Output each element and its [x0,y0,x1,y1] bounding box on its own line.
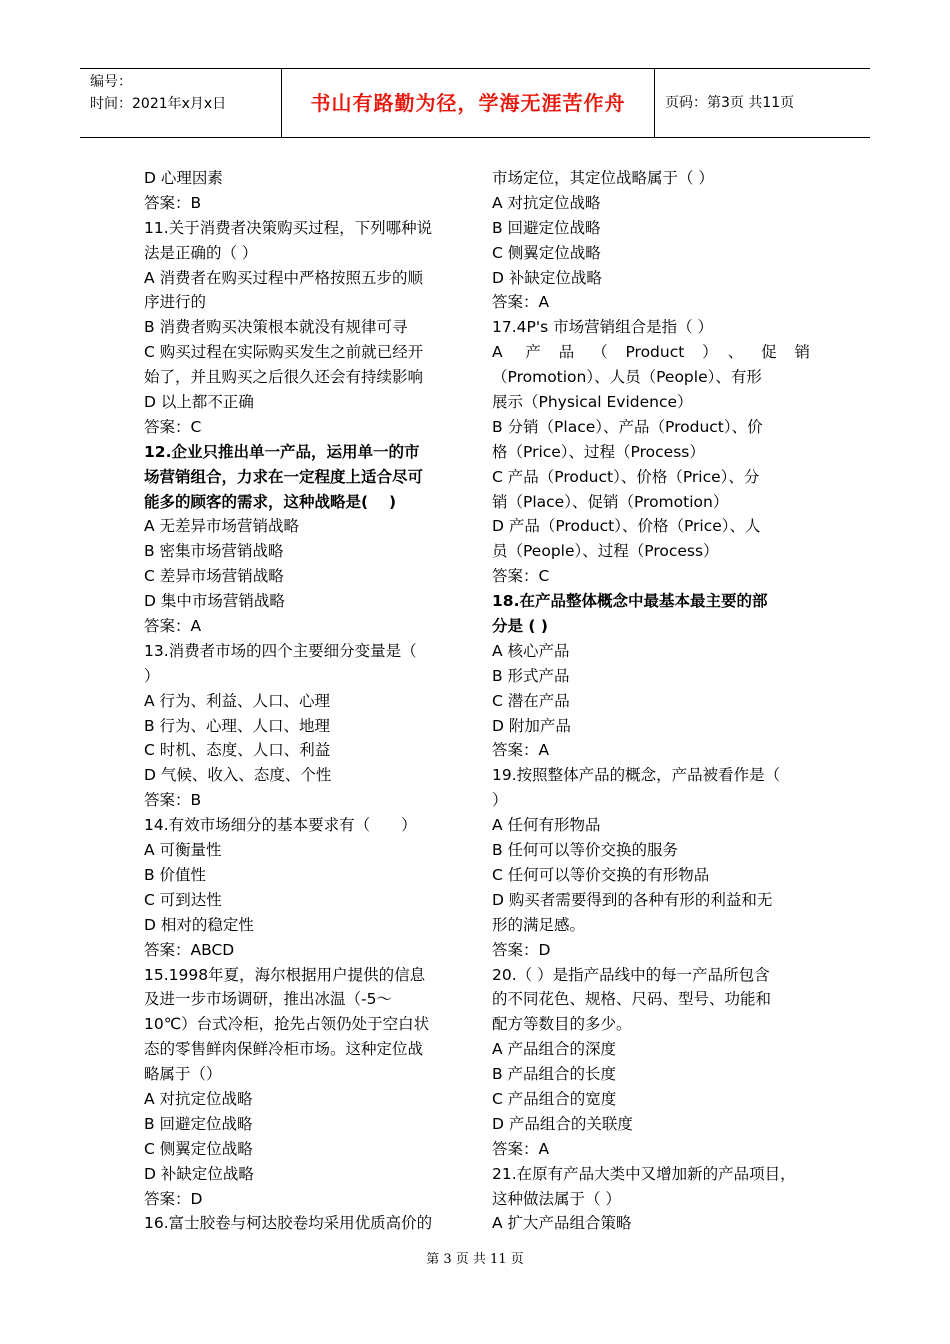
question-line: 21.在原有产品大类中又增加新的产品项目， [492,1164,796,1183]
answer-line: 答案：B [144,791,202,810]
option-line: D 气候、收入、态度、个性 [144,766,332,785]
question-line: 20.（ ）是指产品线中的每一产品所包含 [492,965,770,984]
option-line: A 可衡量性 [144,841,222,860]
question-line: 及进一步市场调研，推出冰温（-5～ [144,990,392,1009]
option-line: B 任何可以等价交换的服务 [492,841,679,860]
right-column [492,166,810,1236]
option-line: D 附加产品 [492,716,571,735]
option-line: D 补缺定位战略 [144,1164,254,1183]
option-line: （Promotion）、人员（People）、有形 [492,368,762,387]
option-line: C 潜在产品 [492,691,570,710]
option-line: 员（People）、过程（Process） [492,542,719,561]
question-line: 场营销组合，力求在一定程度上适合尽可 [144,467,424,486]
question-line: 态的零售鲜肉保鲜冷柜市场。这种定位战 [144,1040,424,1059]
question-line: 18.在产品整体概念中最基本最主要的部 [492,592,768,611]
option-line: 格（Price）、过程（Process） [492,442,705,461]
left-column [144,166,462,1236]
option-line: 序进行的 [144,293,207,312]
option-line: A 任何有形物品 [492,816,601,835]
option-line: 展示（Physical Evidence） [492,393,693,412]
option-line: D 产品组合的关联度 [492,1114,633,1133]
option-line: C 差异市场营销战略 [144,567,284,586]
option-line: 始了，并且购买之后很久还会有持续影响 [144,368,424,387]
option-line: D 产品（Product）、价格（Price）、人 [492,517,761,536]
option-line: 形的满足感。 [492,915,586,934]
answer-line: 答案：B [144,193,202,212]
option-line: B 形式产品 [492,666,570,685]
option-line: A 扩大产品组合策略 [492,1214,632,1233]
question-line: 15.1998年夏，海尔根据用户提供的信息 [144,965,426,984]
question-line: 的不同花色、规格、尺码、型号、功能和 [492,990,772,1009]
option-line: C 侧翼定位战略 [144,1139,253,1158]
option-line: C 产品（Product）、价格（Price）、分 [492,467,760,486]
option-line: A 产品（Product）、促销 [492,343,810,362]
question-line: 14.有效市场细分的基本要求有（ ） [144,816,417,835]
answer-line: 答案：A [492,1139,550,1158]
question-line: 能多的顾客的需求，这种战略是( ) [144,492,397,511]
question-line: 法是正确的（ ） [144,243,258,262]
option-line: B 密集市场营销战略 [144,542,284,561]
question-line: ） [144,666,160,685]
answer-line: 答案：A [492,293,550,312]
question-line: 13.消费者市场的四个主要细分变量是（ [144,641,417,660]
question-line: 19.按照整体产品的概念，产品被看作是（ [492,766,781,785]
answer-line: 答案：D [492,940,551,959]
question-line: 12.企业只推出单一产品，运用单一的市 [144,442,420,461]
option-line: 销（Place）、促销（Promotion） [492,492,729,511]
answer-line: 答案：C [492,567,550,586]
question-line: ） [492,791,508,810]
question-line: 市场定位，其定位战略属于（ ） [492,169,714,187]
option-line: A 对抗定位战略 [492,193,601,212]
option-line: B 价值性 [144,865,207,884]
answer-line: 答案：ABCD [144,940,235,959]
option-line: A 消费者在购买过程中严格按照五步的顺 [144,268,424,287]
option-line: C 时机、态度、人口、利益 [144,741,331,760]
question-line: 这种做法属于（ ） [492,1189,621,1208]
option-line: B 回避定位战略 [144,1114,253,1133]
option-line: A 对抗定位战略 [144,1089,253,1108]
option-line: B 产品组合的长度 [492,1065,617,1084]
option-line: C 侧翼定位战略 [492,243,601,262]
option-line: B 消费者购买决策根本就没有规律可寻 [144,318,408,337]
option-line: D 补缺定位战略 [492,268,602,287]
question-line: 10℃）台式冷柜，抢先占领仍处于空白状 [144,1015,430,1034]
question-line: 16.富士胶卷与柯达胶卷均采用优质高价的 [144,1214,433,1233]
text-line: D 心理因素 [144,169,223,187]
document-date: 时间：2021年x月x日 [90,96,227,112]
option-line: C 购买过程在实际购买发生之前就已经开 [144,343,424,362]
answer-line: 答案：D [144,1189,203,1208]
answer-line: 答案：A [492,741,550,760]
answer-line: 答案：A [144,617,202,636]
page-header [80,68,870,138]
option-line: C 可到达性 [144,890,222,909]
header-meta [80,69,282,137]
option-line: A 核心产品 [492,641,570,660]
option-line: D 相对的稳定性 [144,915,254,934]
option-line: D 以上都不正确 [144,393,254,412]
option-line: A 无差异市场营销战略 [144,517,300,536]
header-page-info: 页码：第3页 共11页 [665,95,795,111]
option-line: B 分销（Place）、产品（Product）、价 [492,417,763,436]
question-line: 略属于（） [144,1065,222,1084]
option-line: A 行为、利益、人口、心理 [144,691,331,710]
option-line: C 任何可以等价交换的有形物品 [492,865,710,884]
option-line: A 产品组合的深度 [492,1040,617,1059]
option-line: D 购买者需要得到的各种有形的利益和无 [492,890,773,909]
document-number-label: 编号： [90,74,132,90]
option-line: C 产品组合的宽度 [492,1089,617,1108]
page-footer: 第 3 页 共 11 页 [426,1252,524,1267]
option-line: B 回避定位战略 [492,218,601,237]
option-line: D 集中市场营销战略 [144,592,285,611]
question-line: 17.4P's 市场营销组合是指（ ） [492,318,714,337]
question-line: 分是 ( ) [492,617,548,636]
answer-line: 答案：C [144,417,202,436]
question-line: 11.关于消费者决策购买过程，下列哪种说 [144,218,433,237]
question-line: 配方等数目的多少。 [492,1015,632,1034]
option-line: B 行为、心理、人口、地理 [144,716,331,735]
header-motto: 书山有路勤为径，学海无涯苦作舟 [282,69,655,137]
